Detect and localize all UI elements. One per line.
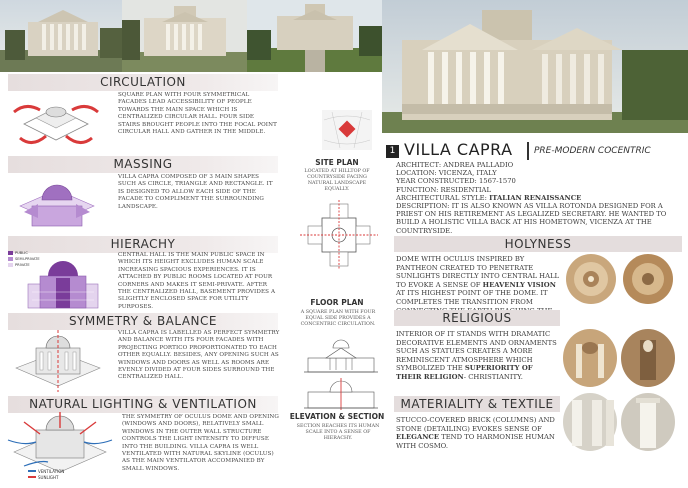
elevation-title: ELEVATION & SECTION — [289, 412, 385, 421]
dome-interior-photo-1 — [565, 252, 617, 306]
hierachy-text: CENTRAL HALL IS THE MAIN PUBLIC SPACE IN WHICH ITS HEIGHT EXCLUDES HUMAN SCALE INCREASING SPACIOUS EXPERIENCES. IT IS ATTACHED BY PUBLIC ROOMS LOCATED AT FOUR CORNERS AND MAKES IT SEMI-PRIVATE. AFTER THE CENTRALIZED HALL, BASEMENT PROVIDES A SLIGHTLY ENCLOSED SPACE FOR UTILITY PURPOSES. — [118, 252, 276, 310]
materiality-bold: ELEGANCE — [396, 433, 440, 442]
symmetry-text: VILLA CAPRA IS LABELLED AS PERFECT SYMMETRY AND BALANCE WITH ITS FOUR FACADES WITH PROJECTING PORTICO PROPORTIONATED TO EACH OTHER EQUALLY. BESIDES, ANY OPENING SUCH AS WINDOWS AND DOORS AS WELL AS ROOMS ARE EVENLY DIVIDED AT FOUR SIDES SURROUND THE CENTRALIZED HALL. — [118, 330, 280, 381]
site-plan-title: SITE PLAN — [315, 158, 359, 167]
info-function: FUNCTION: RESIDENTIAL — [396, 185, 491, 194]
religious-text-a: INTERIOR OF IT STANDS WITH DRAMATIC DECORATIVE ELEMENTS AND ORNAMENTS SUCH AS STATUES CREATES A MORE REMINISCENT ATMOSPHERE WHICH SYMBOLIZED THE — [396, 330, 557, 373]
circulation-banner: CIRCULATION — [8, 74, 278, 91]
holyness-text-b: AT ITS HIGHEST POINT OF THE DOME. IT COMPLETES THE TRANSITION FROM — [396, 289, 548, 306]
materiality-banner: MATERIALITY & TEXTILE — [394, 396, 560, 412]
photo-villa-garden — [247, 0, 382, 72]
section-image — [302, 378, 380, 412]
massing-banner: MASSING — [8, 156, 278, 173]
floor-plan-image — [300, 200, 378, 270]
legend-semi-private: SEMI-PRIVATE — [15, 257, 40, 261]
floor-plan-caption: A SQUARE PLAN WITH FOUR EQUAL SIDE PROVIDES A CONCENTRIC CIRCULATION. — [300, 310, 376, 327]
holyness-bold: HEAVENLY VISION — [482, 280, 556, 289]
site-plan-image — [322, 110, 372, 150]
massing-diagram — [10, 172, 104, 234]
circulation-diagram — [6, 88, 106, 152]
photo-villa-main — [382, 0, 688, 133]
photo-villa-front-1 — [0, 0, 122, 72]
legend-sunlight: SUNLIGHT — [38, 474, 59, 480]
legend-private: PRIVATE — [15, 263, 30, 267]
villa-title: VILLA CAPRA — [404, 140, 513, 159]
hierachy-banner: HIERACHY — [8, 236, 278, 253]
info-architect: ARCHITECT: ANDREA PALLADIO — [396, 161, 514, 169]
legend-public: PUBLIC — [15, 251, 28, 255]
lighting-text: THE SYMMETRY OF OCULUS DOME AND OPENING (WINDOWS AND DOORS), RELATIVELY SMALL WINDOWS IN THE OUTER WALL STRUCTURE CONTROLS THE LIGHT INTENSITY TO DIFFUSE INTO THE BUILDING. VILLA CAPRA IS WELL VENTILATED WITH NATURAL SKYLINE (OCULUS) AS THE MAIN VENTILATOR ACCOMPANIED BY SMALL WINDOWS. — [122, 414, 279, 472]
column-material-photo-1 — [562, 392, 618, 452]
villa-info — [396, 161, 680, 235]
elevation-image — [302, 336, 380, 376]
symmetry-banner: SYMMETRY & BALANCE — [8, 313, 278, 330]
dome-interior-photo-2 — [620, 252, 676, 306]
column-material-photo-2 — [620, 392, 676, 452]
holyness-banner: HOLYNESS — [394, 236, 682, 252]
info-location: LOCATION: VICENZA, ITALY — [396, 169, 497, 178]
site-plan-caption: LOCATED AT HILLTOP OF COUNTRYSIDE FACING NATURAL LANDSCAPE EQUALLY. — [304, 169, 370, 192]
photo-villa-front-2 — [122, 0, 247, 72]
materiality-text-a: STUCCO-COVERED BRICK (COLUMNS) AND STONE (DETAILING) EVOKES SENSE OF — [396, 416, 555, 433]
elevation-caption: SECTION REACHES ITS HUMAN SCALE INTO A SENSE OF HIERACHY. — [296, 424, 380, 441]
hierachy-diagram — [22, 252, 104, 312]
religious-bold: SUPERIORITY OF THEIR RELIGION — [396, 364, 533, 381]
floor-plan-title: FLOOR PLAN — [310, 298, 364, 307]
interior-statue-photo-2 — [620, 328, 676, 388]
interior-statue-photo-1 — [562, 328, 618, 388]
circulation-text: SQUARE PLAN WITH FOUR SYMMETRICAL FACADES LEAD ACCESSIBILITY OF PEOPLE TOWARDS THE MAIN SPACE WHICH IS CENTRALIZED CIRCULAR HALL. FOUR SIDE STAIRS BROUGHT PEOPLE INTO THE FOCAL POINT CIRCULAR HALL AND GATHER IN THE MIDDLE. — [118, 92, 277, 136]
religious-banner: RELIGIOUS — [394, 310, 560, 326]
massing-text: VILLA CAPRA COMPOSED OF 3 MAIN SHAPES SUCH AS CIRCLE, TRIANGLE AND RECTANGLE. IT IS DESIGNED TO ALLOW EACH SIDE OF THE FACADE TO COMPLIMENT THE SURROUNDING LANDSCAPE. — [118, 174, 273, 210]
materiality-text — [396, 416, 560, 450]
lighting-banner: NATURAL LIGHTING & VENTILATION — [8, 396, 278, 413]
info-style-label: ARCHITECTURAL STYLE: — [396, 193, 490, 202]
villa-subtitle: PRE-MODERN COCENTRIC — [534, 146, 651, 156]
religious-text-b: - CHRISTIANITY. — [463, 372, 523, 381]
info-description: DESCRIPTION: IT IS ALSO KNOWN AS VILLA ROTONDA DESIGNED FOR A PRIEST ON HIS RETIREMENT AS LEGALIZED SECRETARY. HE WANTED TO BUILD A HOLISTIC VILLA BACK AT HIS HOMETOWN, VICENZA AT THE COUNTRYSIDE. — [396, 202, 667, 235]
title-separator — [527, 142, 529, 160]
info-year: YEAR CONSTRUCTED: 1567-1570 — [396, 177, 516, 186]
materiality-text-b: TEND TO HARMONISE HUMAN WITH COSMO. — [396, 433, 555, 450]
legend-ventilation: VENTILATION — [38, 468, 65, 474]
religious-text — [396, 330, 560, 382]
lighting-legend — [28, 468, 88, 480]
villa-number-badge: 1 — [386, 145, 399, 158]
holyness-text-a: DOME WITH OCULUS INSPIRED BY PANTHEON CREATED TO PENETRATE SUNLIGHTS DIRECTLY INTO CENTRAL HALL TO EVOKE A SENSE OF — [396, 255, 560, 289]
info-style-value: ITALIAN RENAISSANCE — [489, 193, 582, 202]
symmetry-diagram — [8, 328, 108, 394]
